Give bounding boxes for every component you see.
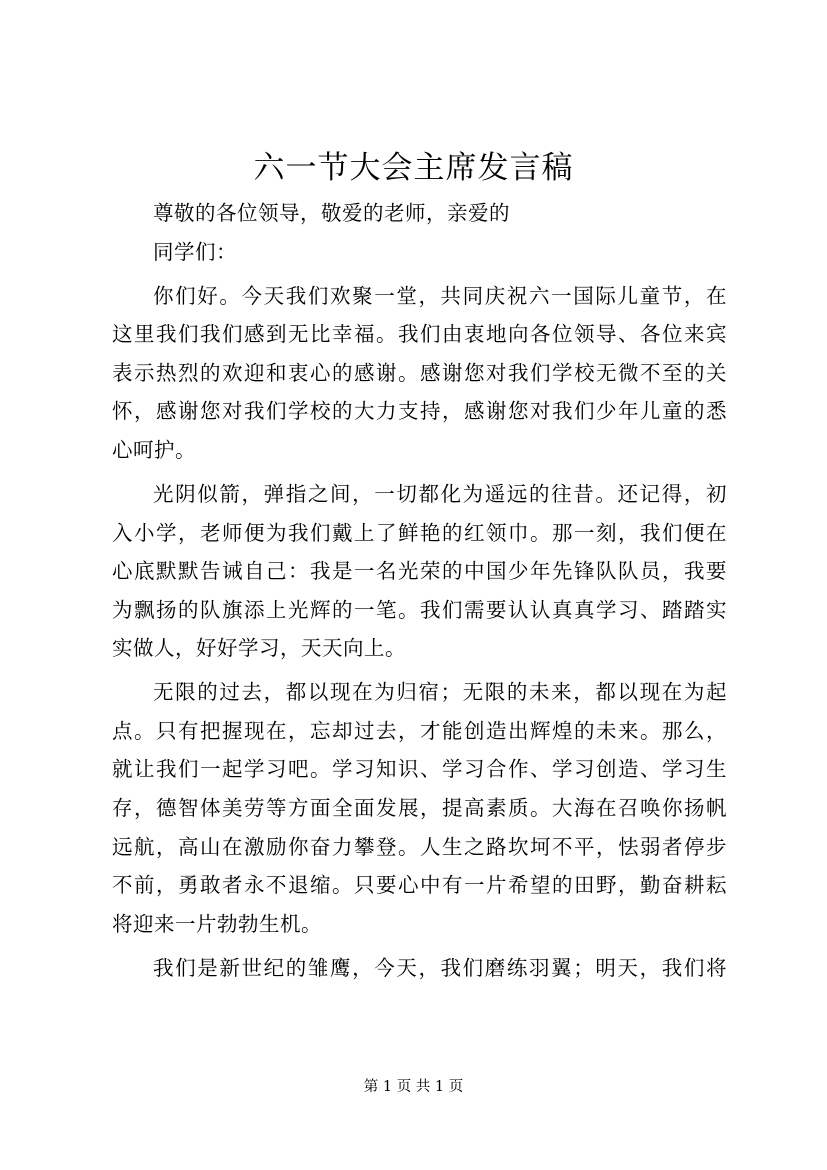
text-line: 同学们： xyxy=(153,239,237,264)
text-line: 将迎来一片勃勃生机。 xyxy=(112,911,322,936)
text-line: 远航，高山在激励你奋力攀登。人生之路坎坷不平，怯弱者停步 xyxy=(112,834,727,859)
text-line: 存，德智体美劳等方面全面发展，提高素质。大海在召唤你扬帆 xyxy=(112,796,727,821)
page-footer: 第 1 页 共 1 页 xyxy=(363,1079,464,1095)
text-line: 你们好。今天我们欢聚一堂，共同庆祝六一国际儿童节，在 xyxy=(153,283,727,308)
document-body xyxy=(112,194,727,987)
text-line: 怀，感谢您对我们学校的大力支持，感谢您对我们少年儿童的悉 xyxy=(112,399,727,424)
text-line: 入小学，老师便为我们戴上了鲜艳的红领巾。那一刻，我们便在 xyxy=(112,520,727,545)
text-line: 这里我们我们感到无比幸福。我们由衷地向各位领导、各位来宾 xyxy=(112,322,727,347)
text-line: 实做人，好好学习，天天向上。 xyxy=(112,636,406,661)
document-title: 六一节大会主席发言稿 xyxy=(253,150,574,186)
text-line: 就让我们一起学习吧。学习知识、学习合作、学习创造、学习生 xyxy=(112,757,727,782)
text-line: 我们是新世纪的雏鹰，今天，我们磨练羽翼；明天，我们将 xyxy=(153,955,727,980)
text-line: 心呵护。 xyxy=(112,437,196,462)
text-line: 表示热烈的欢迎和衷心的感谢。感谢您对我们学校无微不至的关 xyxy=(112,360,727,385)
text-line: 心底默默告诫自己：我是一名光荣的中国少年先锋队队员，我要 xyxy=(112,559,727,584)
text-line: 无限的过去，都以现在为归宿；无限的未来，都以现在为起 xyxy=(153,680,727,705)
text-line: 尊敬的各位领导，敬爱的老师，亲爱的 xyxy=(153,201,510,225)
text-line: 为飘扬的队旗添上光辉的一笔。我们需要认认真真学习、踏踏实 xyxy=(112,597,727,622)
text-line: 点。只有把握现在，忘却过去，才能创造出辉煌的未来。那么， xyxy=(112,718,727,743)
text-line: 不前，勇敢者永不退缩。只要心中有一片希望的田野，勤奋耕耘 xyxy=(112,873,727,898)
text-line: 光阴似箭，弹指之间，一切都化为遥远的往昔。还记得，初 xyxy=(153,481,727,506)
